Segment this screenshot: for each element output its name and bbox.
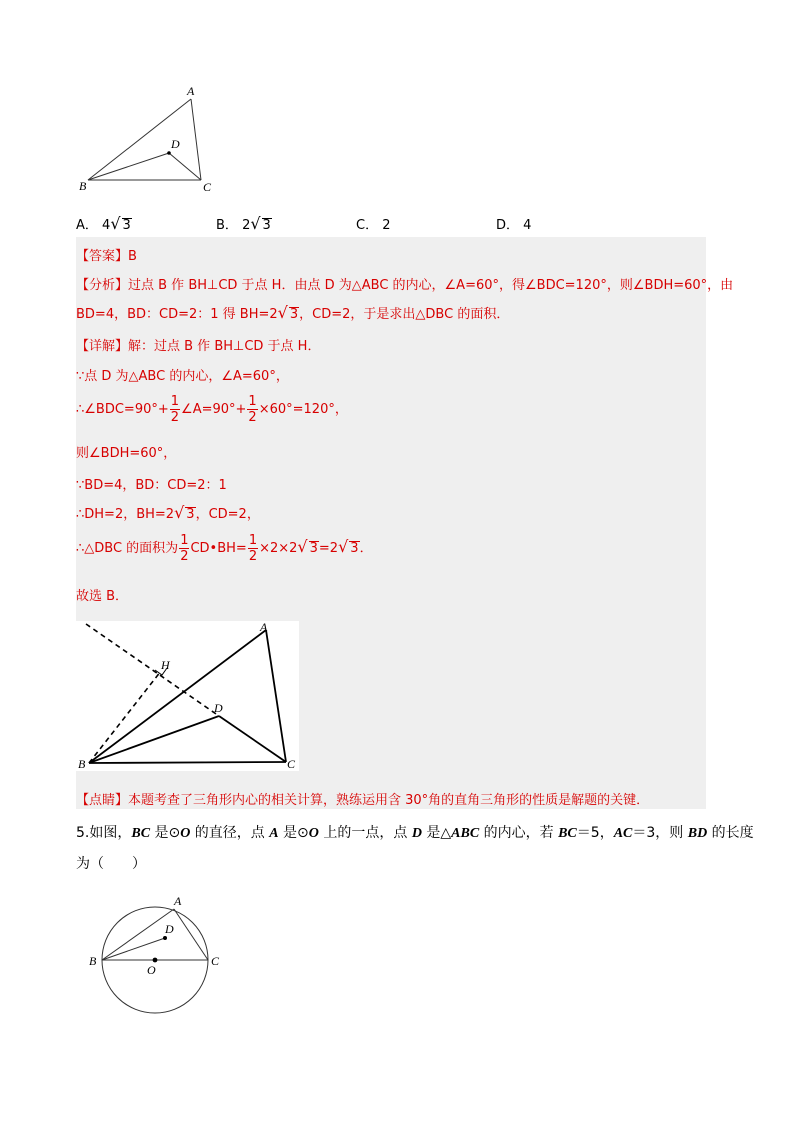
choice-d-letter: D． — [496, 218, 520, 233]
area-text: =2 — [318, 541, 339, 556]
because-line-2: ∵BD=4，BD：CD=2：1 — [76, 478, 227, 493]
q5-text: 是⊙ — [278, 825, 309, 841]
question-5-line-2: 为（ ） — [76, 856, 146, 872]
radicand: 3 — [289, 307, 299, 322]
radicand: 3 — [350, 541, 359, 556]
bdh-line: 则∠BDH=60°， — [76, 446, 177, 461]
analysis-text: BD=4，BD：CD=2：1 得 BH=2 — [76, 307, 278, 322]
sqrt-sign: √ — [297, 537, 308, 556]
choice-a-radicand: 3 — [122, 218, 131, 233]
fraction-half: $\frac{1}{2}$ — [170, 394, 180, 425]
label-a: A — [174, 894, 182, 908]
answer-line: 【答案】B — [76, 249, 137, 264]
question-5-line-1 — [76, 818, 754, 849]
label-c: C — [287, 757, 296, 771]
label-a: A — [260, 621, 268, 634]
choice-c-text: 2 — [382, 218, 391, 233]
figure-circle-triangle — [84, 892, 234, 1020]
therefore-text-end: ，CD=2， — [195, 507, 260, 522]
label-a: A — [187, 84, 195, 98]
label-d: D — [165, 922, 174, 936]
q5-var: A — [269, 826, 279, 841]
key-point-line: 【点睛】本题考查了三角形内心的相关计算，熟练运用含 30°角的直角三角形的性质是解题的关键． — [76, 793, 650, 808]
choice-b-radicand: 3 — [262, 218, 271, 233]
because-line-1: ∵点 D 为△ABC 的内心，∠A=60°， — [76, 369, 289, 384]
q5-var: O — [308, 826, 319, 841]
q5-var: AC — [613, 826, 633, 841]
choice-d[interactable] — [496, 214, 531, 233]
radicand: 3 — [309, 541, 318, 556]
q5-var: BC — [558, 826, 577, 841]
therefore-line — [76, 503, 260, 522]
choice-a[interactable] — [76, 214, 132, 233]
label-b: B — [78, 757, 86, 771]
choice-b-coef: 2 — [242, 218, 251, 233]
sqrt-sign: √ — [110, 214, 121, 233]
q5-var: D — [411, 826, 422, 841]
bdc-equation — [76, 394, 348, 425]
therefore-text: ∴DH=2，BH=2 — [76, 507, 175, 522]
q5-text: 是△ — [421, 825, 452, 841]
q5-var: O — [180, 826, 191, 841]
q5-var: BD — [687, 826, 708, 841]
label-d: D — [171, 137, 180, 151]
choice-c[interactable] — [356, 214, 391, 233]
choose-line: 故选 B． — [76, 589, 129, 604]
answer-choices — [76, 214, 696, 234]
figure-triangle-abc — [74, 82, 224, 198]
area-equation — [76, 533, 373, 564]
choice-c-letter: C． — [356, 218, 379, 233]
q5-text: 是⊙ — [150, 825, 181, 841]
question-5 — [76, 818, 754, 879]
q5-text: ＝5， — [576, 825, 614, 841]
area-text: ∴△DBC 的面积为 — [76, 541, 179, 556]
q5-text: 上的一点，点 — [318, 825, 412, 841]
q5-text: 5.如图， — [76, 825, 132, 841]
eq-text: ∠A=90°+ — [181, 402, 247, 417]
label-b: B — [79, 179, 87, 193]
sqrt-sign: √ — [338, 537, 349, 556]
analysis-line-2 — [76, 303, 509, 322]
choice-a-letter: A． — [76, 218, 98, 233]
area-text: ． — [359, 541, 373, 556]
area-text: CD•BH= — [190, 541, 247, 556]
sqrt-sign: √ — [277, 303, 288, 322]
solution-panel — [76, 237, 734, 809]
q5-text: 的直径，点 — [190, 825, 270, 841]
figure-triangle-with-perpendicular — [76, 621, 299, 771]
eq-text: ×60°=120°， — [258, 402, 348, 417]
label-b: B — [89, 954, 97, 968]
fraction-half: $\frac{1}{2}$ — [180, 533, 189, 564]
label-c: C — [203, 180, 212, 194]
label-d: D — [214, 701, 223, 715]
detail-line: 【详解】解：过点 B 作 BH⊥CD 于点 H． — [76, 339, 321, 354]
fraction-half: $\frac{1}{2}$ — [248, 394, 257, 425]
choice-b-letter: B． — [216, 218, 238, 233]
q5-var: BC — [131, 826, 151, 841]
sqrt-sign: √ — [250, 214, 261, 233]
label-h: H — [161, 658, 170, 672]
fraction-half: $\frac{1}{2}$ — [248, 533, 258, 564]
area-text: ×2×2 — [259, 541, 298, 556]
q5-text: 的长度 — [707, 825, 754, 841]
radicand: 3 — [186, 507, 195, 522]
sqrt-sign: √ — [174, 503, 185, 522]
label-o: O — [147, 963, 156, 977]
q5-text: ＝3，则 — [632, 825, 688, 841]
analysis-line-1: 【分析】过点 B 作 BH⊥CD 于点 H．由点 D 为△ABC 的内心，∠A=60°，得∠BDC=120°，则∠BDH=60°，由 — [76, 278, 734, 293]
q5-text: 的内心，若 — [479, 825, 559, 841]
choice-b[interactable] — [216, 214, 272, 233]
q5-var: ABC — [451, 826, 480, 841]
choice-d-text: 4 — [523, 218, 532, 233]
eq-text: ∴∠BDC=90°+ — [76, 402, 169, 417]
choice-a-coef: 4 — [102, 218, 111, 233]
analysis-text-end: ，CD=2，于是求出△DBC 的面积． — [299, 307, 510, 322]
label-c: C — [211, 954, 220, 968]
